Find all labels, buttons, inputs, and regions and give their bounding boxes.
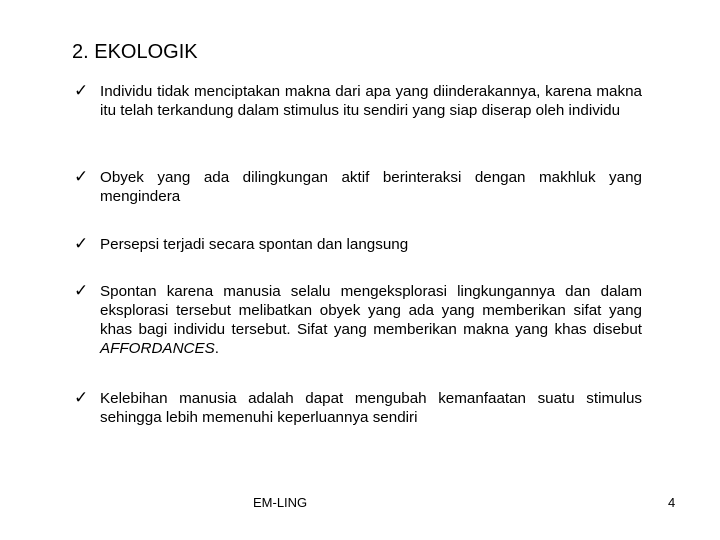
checkmark-icon: ✓ bbox=[74, 388, 89, 408]
bullet-text: Individu tidak menciptakan makna dari apa yang diinderakannya, karena makna itu telah terkandung dalam stimulus itu sendiri yang siap diserap oleh individu bbox=[100, 83, 642, 119]
bullet-text-main: Spontan karena manusia selalu mengeksplorasi lingkungannya dan dalam eksplorasi tersebut melibatkan obyek yang ada yang memberikan sifat yang khas bagi individu tersebut. Sifat yang memberikan makna yang khas disebut bbox=[100, 283, 642, 338]
bullet-text bbox=[100, 282, 642, 358]
bullet-text-suffix: . bbox=[214, 340, 219, 357]
page-number: 4 bbox=[668, 495, 676, 510]
bullet-text: Obyek yang ada dilingkungan aktif berinteraksi dengan makhluk yang mengindera bbox=[100, 169, 642, 205]
affordances-term: AFFORDANCES bbox=[100, 340, 215, 357]
slide-title: 2. EKOLOGIK bbox=[72, 41, 198, 63]
checkmark-icon: ✓ bbox=[74, 234, 89, 254]
checkmark-icon: ✓ bbox=[74, 81, 89, 101]
checkmark-icon: ✓ bbox=[74, 281, 89, 301]
bullet-text: Persepsi terjadi secara spontan dan langsung bbox=[100, 236, 409, 253]
footer-label: EM-LING bbox=[253, 495, 308, 510]
bullet-text: Kelebihan manusia adalah dapat mengubah kemanfaatan suatu stimulus sehingga lebih memenuhi keperluannya sendiri bbox=[100, 390, 642, 426]
checkmark-icon: ✓ bbox=[74, 167, 89, 187]
